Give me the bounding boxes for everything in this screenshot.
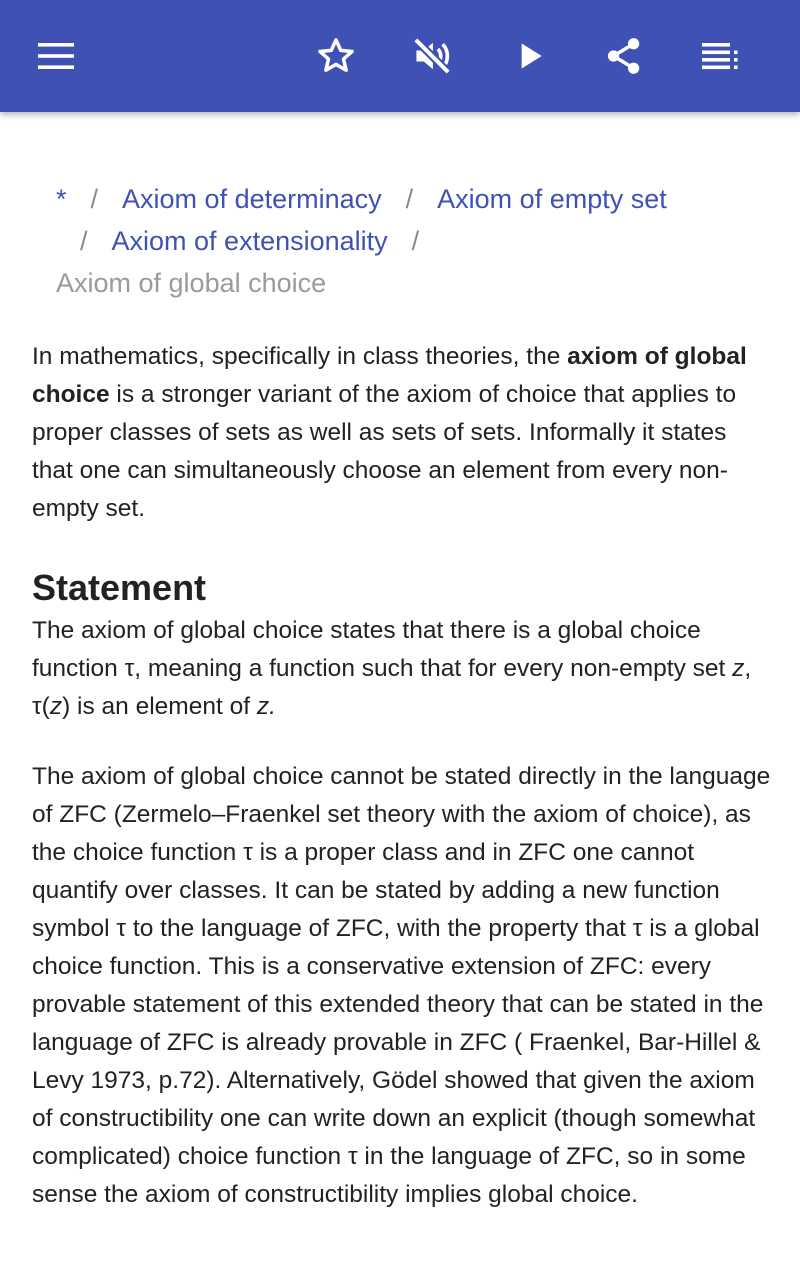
intro-text-end: is a stronger variant of the axiom of choice that applies to proper classes of sets as well as sets of sets. Informally it states that one can simultaneously choose an element from every non-empty set. xyxy=(32,381,737,522)
statement-paragraph-2: The axiom of global choice cannot be stated directly in the language of ZFC (Zermelo–Fraenkel set theory with the axiom of choice), as the choice function τ is a proper class and in ZFC one cannot quantify over classes. It can be stated by adding a new function symbol τ to the language of ZFC, with the property that τ is a global choice function. This is a conservative extension of ZFC: every provable statement of this extended theory that can be stated in the language of ZFC is already provable in ZFC ( Fraenkel, Bar-Hillel & Levy 1973, p.72). Alternatively, Gödel showed that given the axiom of constructibility one can write down an explicit (though somewhat complicated) choice function τ in the language of ZFC, so in some sense the axiom of constructibility implies global choice. xyxy=(32,763,771,1208)
breadcrumb-current-page: Axiom of global choice xyxy=(56,268,327,298)
statement-text: , τ( xyxy=(32,655,752,720)
table-of-contents-button[interactable] xyxy=(688,24,752,88)
breadcrumb-line-2 xyxy=(56,220,766,262)
breadcrumb-item-axiom-of-empty-set[interactable]: Axiom of empty set xyxy=(437,184,667,214)
star-outline-icon xyxy=(315,35,357,77)
variable-z: z. xyxy=(256,693,276,720)
breadcrumb-separator: / xyxy=(90,184,99,214)
breadcrumb-item-axiom-of-extensionality[interactable]: Axiom of extensionality xyxy=(111,226,388,256)
playlist-icon xyxy=(700,36,740,76)
play-button[interactable] xyxy=(498,24,562,88)
volume-off-icon xyxy=(410,34,454,78)
breadcrumb xyxy=(56,178,766,304)
breadcrumb-separator: / xyxy=(80,226,88,256)
variable-z: z xyxy=(49,693,63,720)
section-heading-statement: Statement xyxy=(32,567,207,608)
mute-button[interactable] xyxy=(400,24,464,88)
share-button[interactable] xyxy=(592,24,656,88)
breadcrumb-separator: / xyxy=(411,226,420,256)
app-toolbar xyxy=(0,0,800,112)
breadcrumb-root-link[interactable]: * xyxy=(56,184,67,214)
breadcrumb-line-1 xyxy=(56,178,766,220)
intro-paragraph xyxy=(32,338,772,528)
statement-text: ) is an element of xyxy=(62,693,257,720)
intro-bold-term: axiom of global choice xyxy=(32,343,747,408)
breadcrumb-separator: / xyxy=(405,184,414,214)
breadcrumb-line-3 xyxy=(56,262,766,304)
play-icon xyxy=(510,36,550,76)
share-icon xyxy=(603,35,645,77)
breadcrumb-item-axiom-of-determinacy[interactable]: Axiom of determinacy xyxy=(122,184,382,214)
statement-paragraph-1 xyxy=(32,612,772,726)
variable-z: z xyxy=(732,655,745,682)
menu-icon xyxy=(36,36,76,76)
statement-text: The axiom of global choice states that there is a global choice function τ, meaning a function such that for every non-empty set xyxy=(32,617,733,682)
intro-text-start: In mathematics, specifically in class theories, the xyxy=(32,343,568,370)
article-content xyxy=(0,112,800,1280)
bookmark-button[interactable] xyxy=(304,24,368,88)
article-body xyxy=(32,338,772,1214)
menu-button[interactable] xyxy=(24,24,88,88)
